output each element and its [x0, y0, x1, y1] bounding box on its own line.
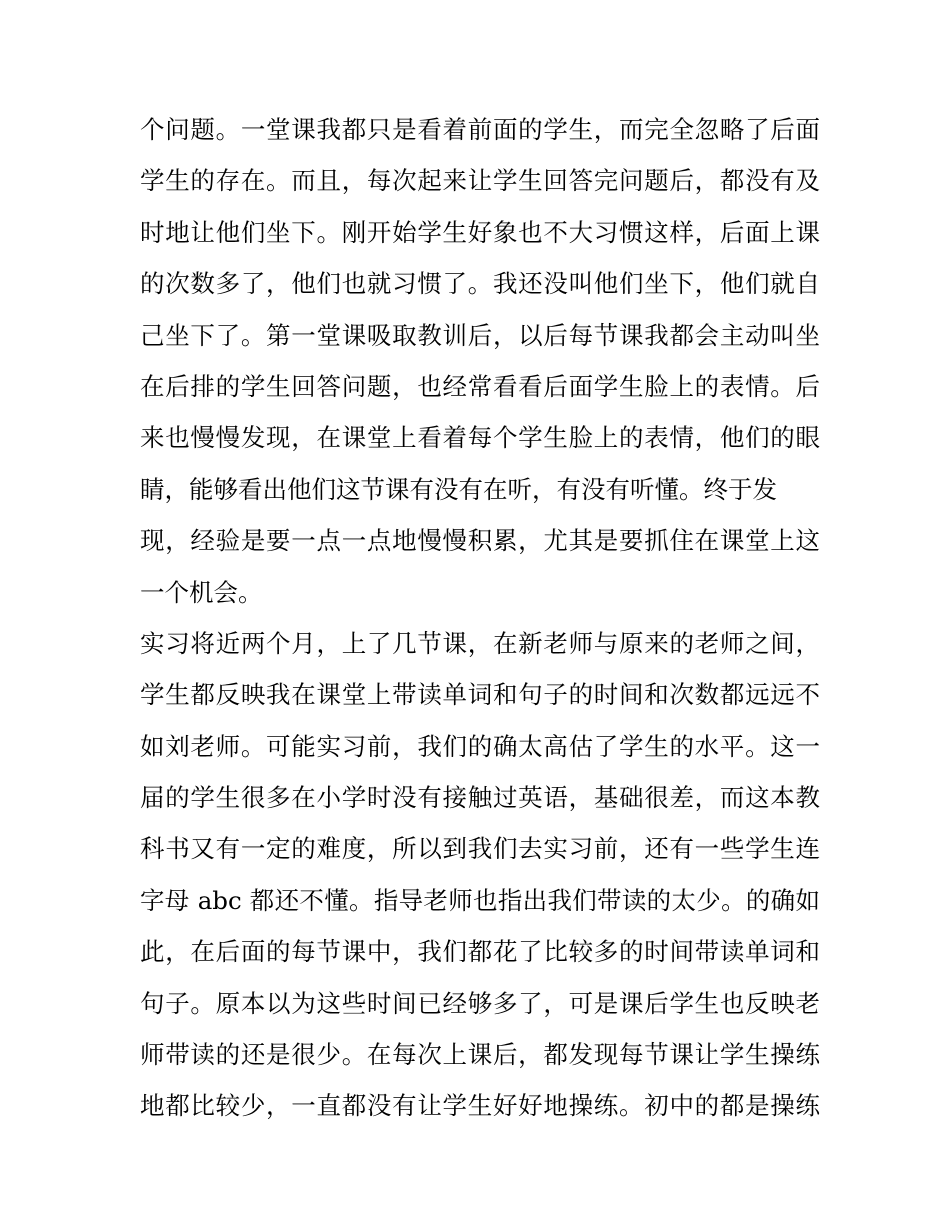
text-line: 地都比较少，一直都没有让学生好好地操练。初中的都是操练: [140, 1091, 820, 1121]
text-line: 实习将近两个月，上了几节课，在新老师与原来的老师之间，: [140, 628, 820, 658]
text-line: 现，经验是要一点一点地慢慢积累，尤其是要抓住在课堂上这: [140, 526, 820, 556]
text-line: 一个机会。: [140, 577, 263, 607]
paragraph-1: [140, 104, 820, 618]
text-line: 学生都反映我在课堂上带读单词和句子的时间和次数都远远不: [140, 680, 820, 710]
text-line: 师带读的还是很少。在每次上课后，都发现每节课让学生操练: [140, 1040, 820, 1070]
text-line: 字母 abc 都还不懂。指导老师也指出我们带读的太少。的确如: [140, 885, 820, 915]
text-line: 此，在后面的每节课中，我们都花了比较多的时间带读单词和: [140, 937, 820, 967]
text-line: 时地让他们坐下。刚开始学生好象也不大习惯这样，后面上课: [140, 217, 820, 247]
text-line: 科书又有一定的难度，所以到我们去实习前，还有一些学生连: [140, 834, 820, 864]
text-line: 睛，能够看出他们这节课有没有在听，有没有听懂。终于发: [140, 474, 777, 504]
body-text: [140, 104, 820, 1132]
paragraph-2: [140, 618, 820, 1132]
text-line: 己坐下了。第一堂课吸取教训后，以后每节课我都会主动叫坐: [140, 320, 820, 350]
text-line: 来也慢慢发现，在课堂上看着每个学生脸上的表情，他们的眼: [140, 423, 820, 453]
text-line: 届的学生很多在小学时没有接触过英语，基础很差，而这本教: [140, 783, 820, 813]
text-line: 个问题。一堂课我都只是看着前面的学生，而完全忽略了后面: [140, 115, 820, 144]
text-line: 的次数多了，他们也就习惯了。我还没叫他们坐下，他们就自: [140, 269, 820, 299]
text-line: 句子。原本以为这些时间已经够多了，可是课后学生也反映老: [140, 988, 820, 1018]
text-line: 在后排的学生回答问题，也经常看看后面学生脸上的表情。后: [140, 371, 820, 401]
text-line: 如刘老师。可能实习前，我们的确太高估了学生的水平。这一: [140, 731, 820, 761]
text-line: 学生的存在。而且，每次起来让学生回答完问题后，都没有及: [140, 166, 820, 196]
